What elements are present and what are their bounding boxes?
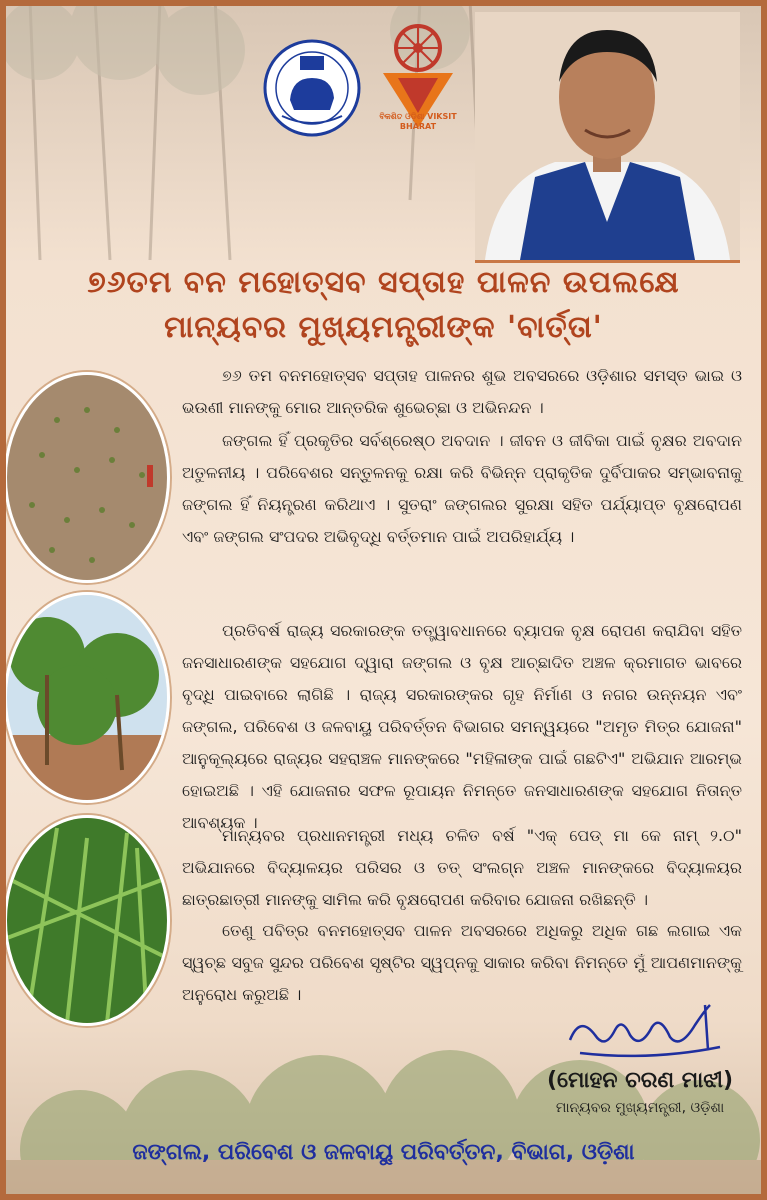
- message-paragraph-5: ତେଣୁ ପବିତ୍ର ବନମହୋତ୍ସବ ପାଳନ ଅବସରରେ ଅଧିକରୁ ଅଧିକ ଗଛ ଲଗାଇ ଏକ ସ୍ୱଚ୍ଛ ସବୁଜ ସୁନ୍ଦର ପରିବେଶ ସୃଷ୍ଟିର ସ୍ୱପ୍ନକୁ ସାକାର କରିବା ନିମନ୍ତେ ମୁଁ ଆପଣମାନଙ୍କୁ ଅନୁରୋଧ କରୁଅଛି ।: [182, 921, 742, 1004]
- bamboo-plants-photo: [4, 815, 170, 1026]
- message-paragraph-1: ୭୬ ତମ ବନମହୋତ୍ସବ ସପ୍ତାହ ପାଳନର ଶୁଭ ଅବସରରେ ଓଡ଼ିଶାର ସମସ୍ତ ଭାଇ ଓ ଭଉଣୀ ମାନଙ୍କୁ ମୋର ଆନ୍ତରିକ ଶୁଭେଚ୍ଛା ଓ ଅଭିନନ୍ଦନ ।: [182, 366, 742, 417]
- headline-line-1: ୭୬ତମ ବନ ମହୋତ୍ସବ ସପ୍ତାହ ପାଳନ ଉପଲକ୍ଷେ: [87, 265, 680, 300]
- odisha-government-emblem: [262, 38, 362, 138]
- handwritten-signature: [560, 995, 730, 1065]
- viksit-bharat-label: ବିକଶିତ ଓଡ଼ିଶା VIKSIT BHARAT: [379, 112, 457, 131]
- chief-minister-portrait: [475, 12, 740, 263]
- message-paragraph-3: ପ୍ରତିବର୍ଷ ରାଜ୍ୟ ସରକାରଙ୍କ ତତ୍ତ୍ୱାବଧାନରେ ବ୍ୟାପକ ବୃକ୍ଷ ରୋପଣ କରାଯିବା ସହିତ ଜନସାଧାରଣଙ୍କ ସହଯୋଗ ଦ୍ୱାରା ଜଙ୍ଗଲ ଓ ବୃକ୍ଷ ଆଚ୍ଛାଦିତ ଅଞ୍ଚଳ କ୍ରମାଗତ ଭାବରେ ବୃଦ୍ଧି ପାଇବାରେ ଲାଗିଛି । ରାଜ୍ୟ ସରକାରଙ୍କର ଗୃହ ନିର୍ମାଣ ଓ ନଗର ଉନ୍ନୟନ ଏବଂ ଜଙ୍ଗଲ, ପରିବେଶ ଓ ଜଳବାୟୁ ପରିବର୍ତ୍ତନ ବିଭାଗର ସମନ୍ୱୟରେ "ଅମୃତ ମିତ୍ର ଯୋଜନା" ଆନୁକୂଲ୍ୟରେ ରାଜ୍ୟର ସହରାଞ୍ଚଳ ମାନଙ୍କରେ "ମହିଳାଙ୍କ ପାଇଁ ଗଛଟିଏ" ଅଭିଯାନ ଆରମ୍ଭ ହୋଇଅଛି । ଏହି ଯୋଜନାର ସଫଳ ରୂପାୟନ ନିମନ୍ତେ ଜନସାଧାରଣଙ୍କ ସହଯୋଗ ନିତାନ୍ତ ଆବଶ୍ୟକ ।: [182, 621, 742, 832]
- signer-designation: ମାନ୍ୟବର ମୁଖ୍ୟମନ୍ତ୍ରୀ, ଓଡ଼ିଶା: [555, 1100, 725, 1116]
- department-footer: ଜଙ୍ଗଲ, ପରିବେଶ ଓ ଜଳବାୟୁ ପରିବର୍ତ୍ତନ, ବିଭାଗ, ଓଡ଼ିଶା: [132, 1140, 635, 1165]
- sapling-field-photo: [4, 372, 170, 583]
- message-paragraph-2: ଜଙ୍ଗଲ ହିଁ ପ୍ରକୃତିର ସର୍ବଶ୍ରେଷ୍ଠ ଅବଦାନ । ଜୀବନ ଓ ଜୀବିକା ପାଇଁ ବୃକ୍ଷର ଅବଦାନ ଅତୁଳନୀୟ । ପରିବେଶର ସନ୍ତୁଳନକୁ ରକ୍ଷା କରି ବିଭିନ୍ନ ପ୍ରାକୃତିକ ଦୁର୍ବିପାକର ସମ୍ଭାବନାକୁ ଜଙ୍ଗଲ ହିଁ ନିୟନ୍ତ୍ରଣ କରିଥାଏ । ସୁତରାଂ ଜଙ୍ଗଲର ସୁରକ୍ଷା ସହିତ ପର୍ଯ୍ୟାପ୍ତ ବୃକ୍ଷରୋପଣ ଏବଂ ଜଙ୍ଗଲ ସଂପଦର ଅଭିବୃଦ୍ଧି ବର୍ତ୍ତମାନ ପାଇଁ ଅପରିହାର୍ଯ୍ୟ ।: [182, 431, 742, 546]
- young-trees-photo: [4, 592, 170, 803]
- headline-line-2: ମାନ୍ୟବର ମୁଖ୍ୟମନ୍ତ୍ରୀଙ୍କ 'ବାର୍ତ୍ତା': [164, 310, 603, 345]
- signer-name: (ମୋହନ ଚରଣ ମାଝୀ): [546, 1068, 734, 1093]
- message-paragraph-4: ମାନ୍ୟବର ପ୍ରଧାନମନ୍ତ୍ରୀ ମଧ୍ୟ ଚଳିତ ବର୍ଷ "ଏକ୍ ପେଡ୍ ମା କେ ନାମ୍ ୨.୦" ଅଭିଯାନରେ ବିଦ୍ୟାଳୟର ପରିସର ଓ ତତ୍ ସଂଲଗ୍ନ ଅଞ୍ଚଳ ମାନଙ୍କରେ ବିଦ୍ୟାଳୟର ଛାତ୍ରଛାତ୍ରୀ ମାନଙ୍କୁ ସାମିଲ କରି ବୃକ୍ଷରୋପଣ କରିବାର ଯୋଜନା ରଖିଛନ୍ତି ।: [182, 826, 742, 909]
